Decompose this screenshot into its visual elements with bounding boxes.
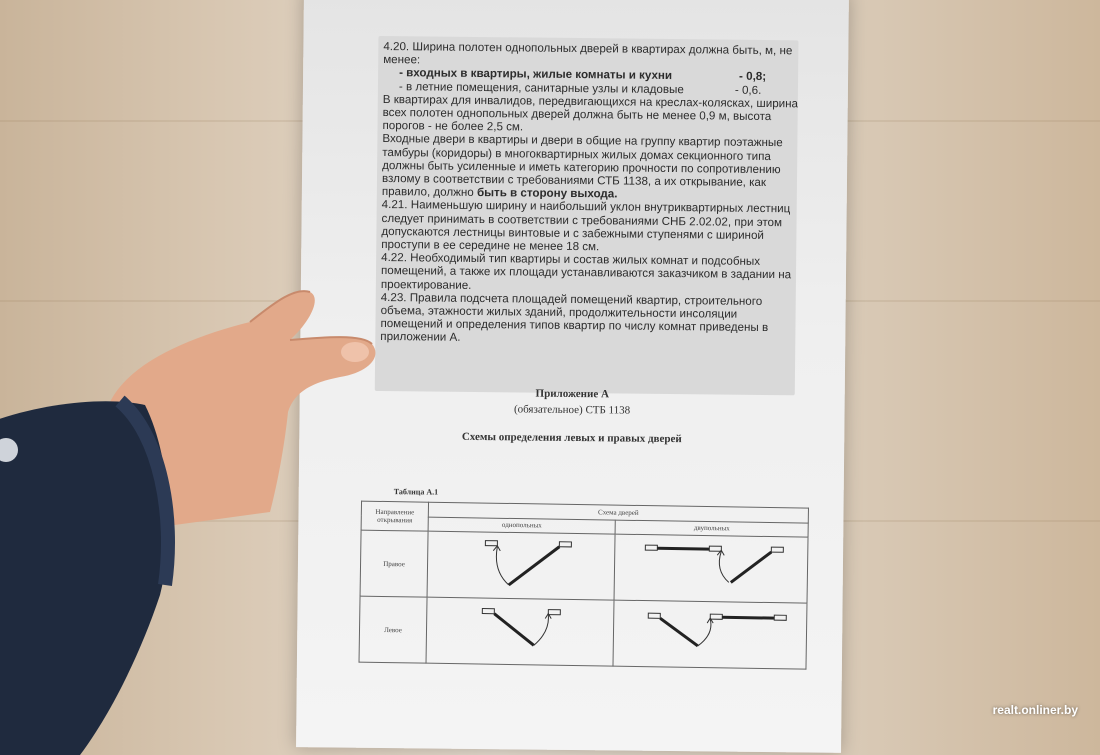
list-item-value: - 0,8; <box>739 70 767 84</box>
row-label-left: Левое <box>359 596 427 663</box>
header-single: однопольных <box>428 517 616 535</box>
diagram-single-right <box>427 531 615 600</box>
header-double: двупольных <box>615 520 808 538</box>
paragraph-bold-text: быть в сторону выхода. <box>476 186 618 201</box>
header-scheme: Схема дверей <box>428 502 808 523</box>
appendix-heading: Схемы определения левых и правых дверей <box>461 430 682 446</box>
paragraph-disabled: В квартирах для инвалидов, передвигающихся на креслах-колясках, ширина всех полотен однопольных дверей должна быть не менее 0,9 м, высота порогов - не более 2,5 см. <box>382 92 799 134</box>
paragraph-4-20: 4.20. Ширина полотен однопольных дверей в квартирах должна быть, м, не менее: <box>383 40 793 67</box>
appendix-title: Приложение А <box>535 387 609 401</box>
paragraph-4-22: 4.22. Необходимый тип квартиры и состав жилых комнат и подсобных помещений, а также их площади устанавливаются заказчиком в задании на проектирование. <box>380 251 792 292</box>
watermark: realt.onliner.by <box>992 703 1078 717</box>
paragraph-4-21: 4.21. Наименьшую ширину и наибольший уклон внутриквартирных лестниц следует принимать в соответствии с требованиями СНБ 2.02.02, при этом допускаются лестницы винтовые и с забежными ступенями с шириной проступи в ее середине не менее 18 см. <box>381 198 791 254</box>
list-item-label: - входных в квартиры, жилые комнаты и кухни <box>399 66 673 83</box>
row-label-right: Правое <box>360 530 428 597</box>
paragraph-text: Входные двери в квартиры и двери в общие на группу квартир поэтажные тамбуры (коридоры) в многоквартирных жилых домах секционного типа должны быть усиленные и иметь категорию прочности по сопротивлению взлому в соответствии с требованиями СТБ 1138, а их открывание, как правило, должно <box>381 132 783 200</box>
header-direction: Направление открывания <box>361 501 428 531</box>
door-scheme-table <box>359 501 809 670</box>
table-caption: Таблица А.1 <box>393 487 439 497</box>
list-item-value: - 0,6. <box>734 83 762 97</box>
diagram-single-left <box>426 597 614 666</box>
appendix-subtitle: (обязательное) СТБ 1138 <box>513 403 631 417</box>
diagram-double-right <box>614 534 808 603</box>
diagram-double-left <box>613 600 807 669</box>
document-text <box>380 40 801 348</box>
list-item-label: - в летние помещения, санитарные узлы и кладовые <box>398 79 684 96</box>
paragraph-entrance-doors <box>382 132 801 202</box>
paragraph-4-23: 4.23. Правила подсчета площадей помещений квартир, строительного объема, этажности жилых зданий, продолжительности инсоляции помещений и определения типов квартир по числу комнат приведены в приложении А. <box>380 290 769 345</box>
jacket-sleeve <box>0 395 210 755</box>
